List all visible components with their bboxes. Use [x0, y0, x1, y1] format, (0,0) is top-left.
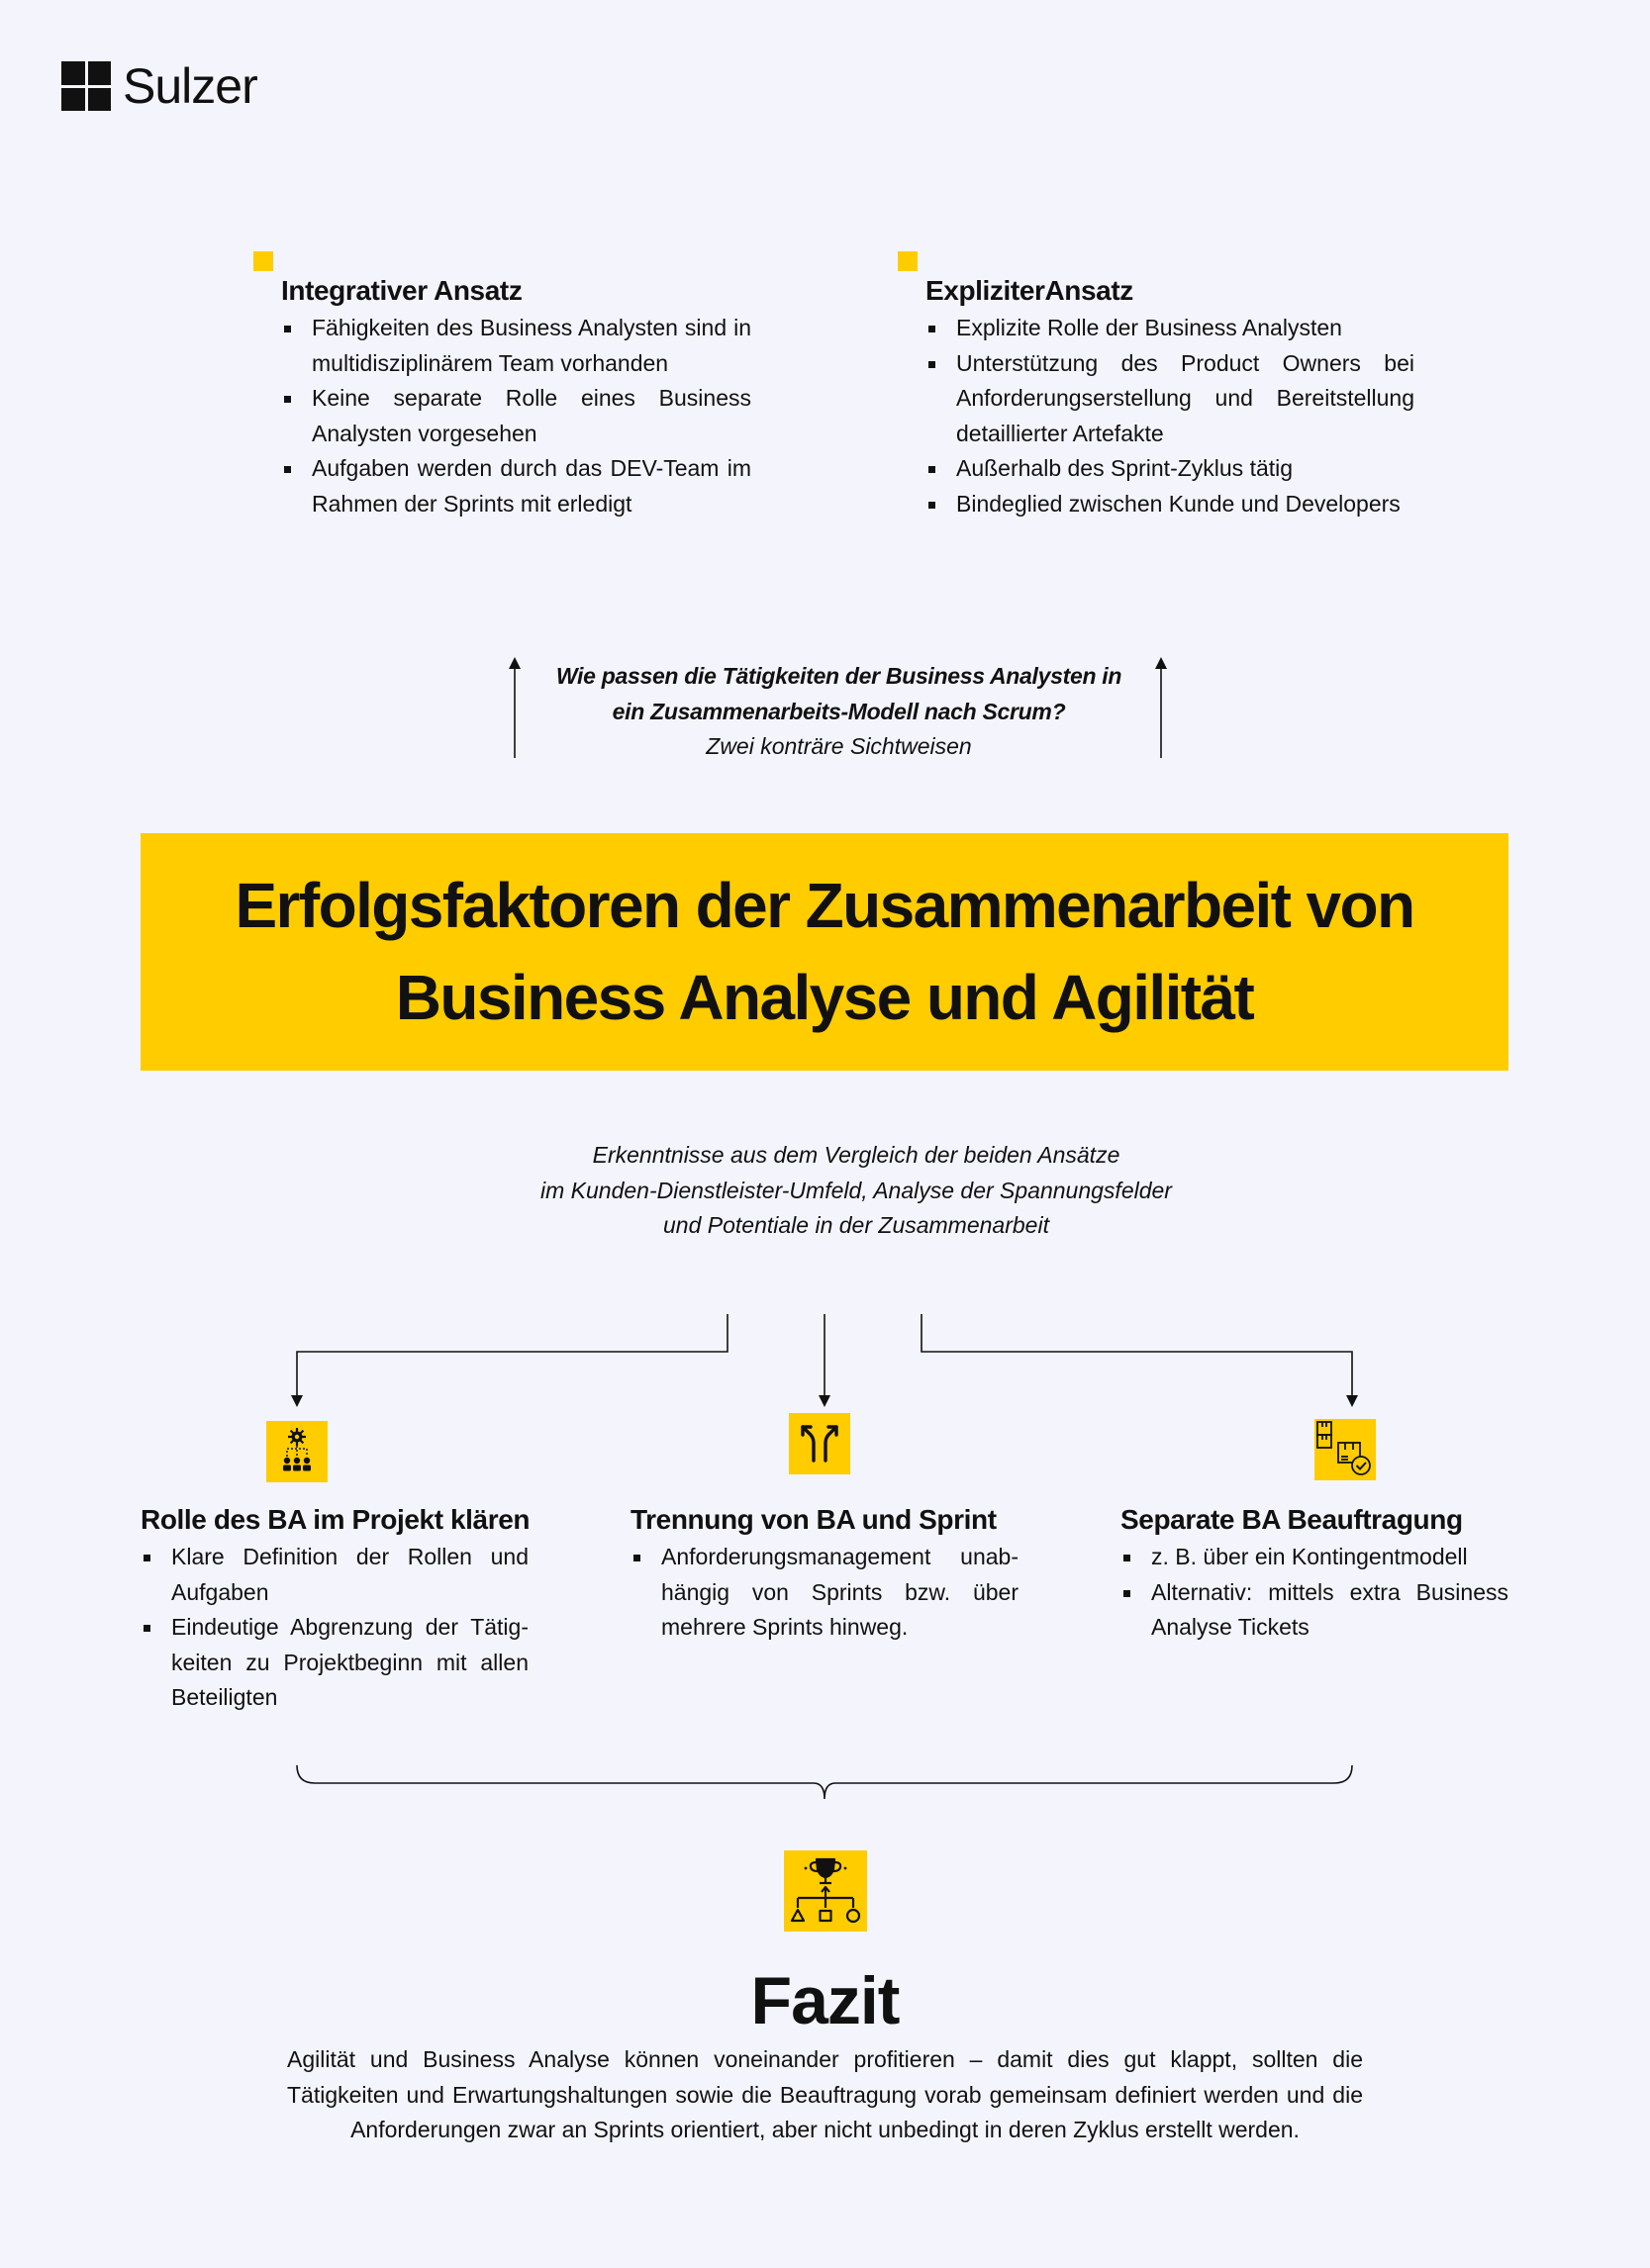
bullet-item: Klare Definition der Rollen und Aufgaben: [141, 1540, 529, 1610]
insight-text: [475, 1138, 1237, 1244]
bullet-item: Eindeutige Abgrenzung der Tätig-keiten zu Projektbeginn mit allen Beteiligten: [141, 1610, 529, 1716]
bullet-item: Bindeglied zwischen Kunde und Developers: [925, 487, 1414, 522]
question-line: ein Zusammenarbeits-Modell nach Scrum?: [612, 698, 1066, 724]
question-line: Wie passen die Tätigkeiten der Business Analysten in: [555, 663, 1122, 689]
factor-title: Separate BA Beauftragung: [1120, 1504, 1463, 1535]
connector-left: [297, 1314, 728, 1399]
central-question: [515, 659, 1163, 765]
bullet-item: Explizite Rolle der Business Analysten: [925, 311, 1414, 346]
factor-bullets: [1120, 1540, 1508, 1646]
split-arrows-icon: [789, 1413, 850, 1474]
bullet-item: Aufgaben werden durch das DEV-Team im Rahmen der Sprints mit erledigt: [281, 451, 751, 521]
title-line: Business Analyse und Agilität: [395, 962, 1254, 1033]
title-line: Erfolgsfaktoren der Zusammenarbeit von: [235, 870, 1414, 941]
approach-title: Integrativer Ansatz: [281, 275, 523, 306]
page-title: [235, 860, 1413, 1044]
factor-title: Trennung von BA und Sprint: [631, 1504, 997, 1535]
factor-title: Rolle des BA im Projekt klären: [141, 1504, 531, 1535]
brand-name: Sulzer: [123, 58, 257, 114]
approach-title: ExpliziterAnsatz: [925, 275, 1133, 306]
bullet-item: Alternativ: mittels extra Business Analyse Tickets: [1120, 1575, 1508, 1646]
summary-brace: [297, 1765, 1352, 1799]
factor-commission: [1120, 1504, 1508, 1646]
factor-separation: [631, 1504, 1019, 1646]
bullet-item: Außerhalb des Sprint-Zyklus tätig: [925, 451, 1414, 487]
trophy-hierarchy-icon: [784, 1850, 867, 1932]
fazit-title: Fazit: [750, 1963, 900, 2038]
team-gear-icon: [266, 1421, 328, 1482]
fazit-text: Agilität und Business Analyse können voneinander profitieren – damit dies gut klappt, sollten die Tätigkeiten und Erwartungshaltungen sowie die Beauftragung vorab gemeinsam definiert werden und die Anforderungen zwar an Sprints orientiert, aber nicht unbedingt in deren Zyklus erstellt werden.: [287, 2046, 1363, 2142]
connector-right: [922, 1314, 1352, 1399]
insight-line: im Kunden-Dienstleister-Umfeld, Analyse der Spannungsfelder: [540, 1177, 1172, 1203]
factor-bullets: [631, 1540, 1019, 1646]
bullet-item: Fähigkeiten des Business Analysten sind in multidisziplinärem Team vorhanden: [281, 311, 751, 381]
title-banner: [141, 833, 1508, 1071]
question-subtitle: Zwei konträre Sichtweisen: [706, 733, 972, 759]
bullet-item: z. B. über ein Kontingentmodell: [1120, 1540, 1508, 1575]
boxes-check-icon: [1314, 1419, 1376, 1480]
bullet-item: Keine separate Rolle eines Business Analysten vorgesehen: [281, 381, 751, 451]
factor-bullets: [141, 1540, 529, 1716]
bullet-item: Unterstützung des Product Owners bei Anforderungserstellung und Bereitstellung detaillierter Artefakte: [925, 346, 1414, 452]
bullet-item: Anforderungsmanagement unab-hängig von Sprints bzw. über mehrere Sprints hinweg.: [631, 1540, 1019, 1646]
arrowhead-down-right: [1346, 1395, 1358, 1407]
factor-role: [141, 1504, 529, 1716]
insight-line: Erkenntnisse aus dem Vergleich der beiden Ansätze: [592, 1142, 1120, 1168]
arrowhead-down-left: [291, 1395, 303, 1407]
insight-line: und Potentiale in der Zusammenarbeit: [663, 1212, 1049, 1238]
arrowhead-down-center: [819, 1395, 830, 1407]
